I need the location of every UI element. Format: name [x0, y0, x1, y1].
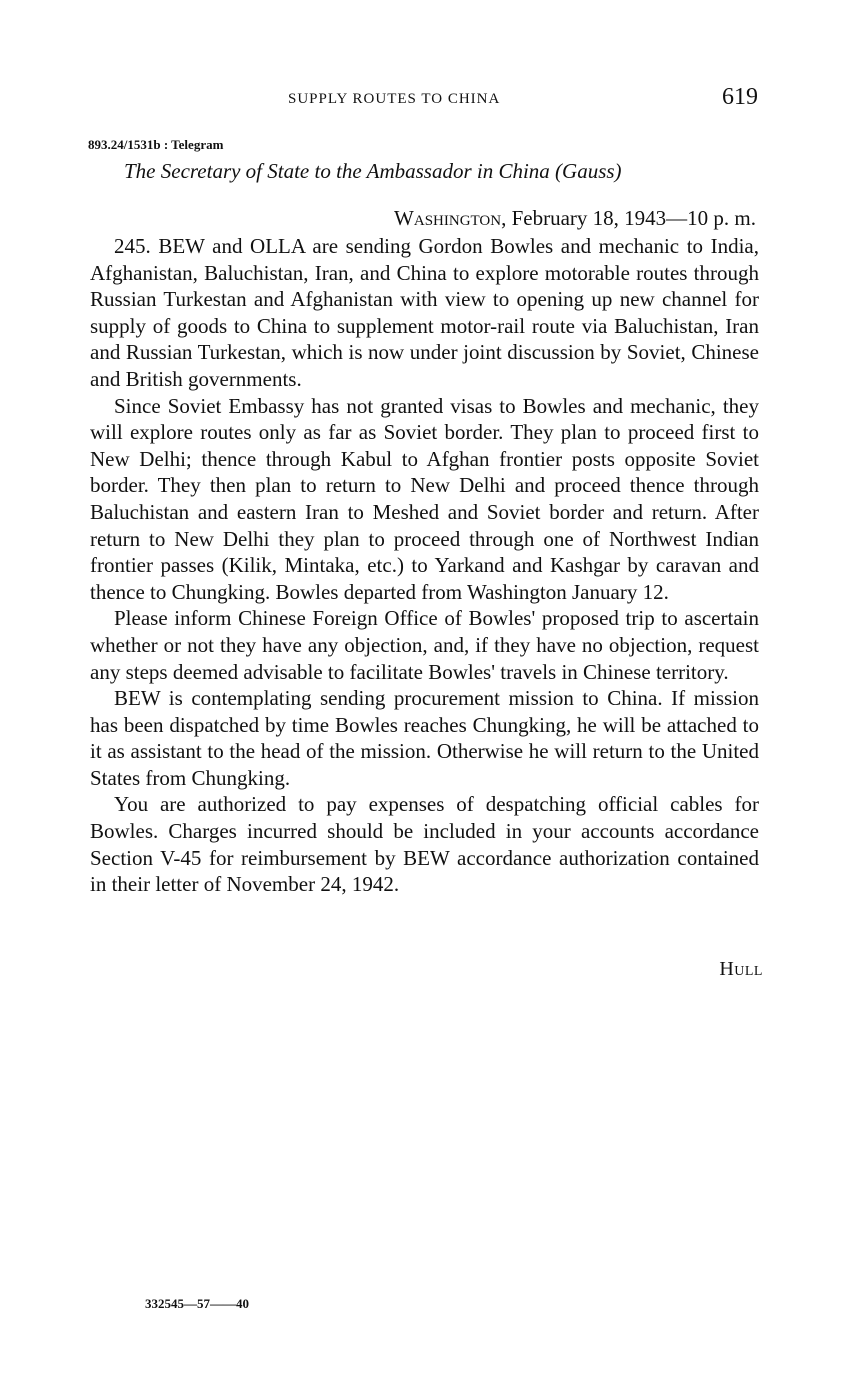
- signature: Hull: [719, 958, 763, 980]
- dateline-date: February 18, 1943—10 p. m.: [511, 206, 756, 230]
- paragraph-2: Since Soviet Embassy has not granted visas to Bowles and mechanic, they will explore routes only as far as Soviet border. They plan to proceed first to New Delhi; thence through Kabul to Afghan frontier posts opposite Soviet border. They then plan to return to New Delhi and proceed thence through Baluchistan and eastern Iran to Meshed and Soviet border and return. After return to New Delhi they plan to proceed through one of Northwest Indian frontier passes (Kilik, Mintaka, etc.) to Yarkand and Kashgar by caravan and thence to Chungking. Bowles departed from Washington January 12.: [90, 393, 759, 604]
- dateline-city: Washington,: [394, 206, 507, 230]
- dateline: [394, 206, 756, 231]
- running-head: SUPPLY ROUTES TO CHINA: [288, 91, 501, 107]
- telegram-body: [90, 233, 759, 898]
- document-reference: 893.24/1531b : Telegram: [88, 137, 224, 152]
- page-number: 619: [722, 84, 758, 110]
- paragraph-4: BEW is contemplating sending procurement mission to China. If mission has been dispatched by time Bowles reaches Chungking, he will be attached to it as assistant to the head of the mission. Otherwise he will return to the United States from Chungking.: [90, 686, 759, 790]
- document-title: The Secretary of State to the Ambassador in China (Gauss): [124, 159, 622, 183]
- paragraph-5: You are authorized to pay expenses of despatching official cables for Bowles. Charges incurred should be included in your accounts accordance Section V-45 for reimbursement by BEW accordance authorization contained in their letter of November 24, 1942.: [90, 792, 759, 897]
- paragraph-3: Please inform Chinese Foreign Office of Bowles' proposed trip to ascertain whether or not they have any objection, and, if they have no objection, request any steps deemed advisable to facilitate Bowles' travels in Chinese territory.: [90, 606, 759, 684]
- print-code: 332545—57——40: [145, 1296, 249, 1311]
- paragraph-1: 245. BEW and OLLA are sending Gordon Bowles and mechanic to India, Afghanistan, Baluchistan, Iran, and China to explore motorable routes through Russian Turkestan and Afghanistan with view to opening up new channel for supply of goods to China to supplement motor-rail route via Baluchistan, Iran and Russian Turkestan, which is now under joint discussion by Soviet, Chinese and British governments.: [90, 234, 759, 391]
